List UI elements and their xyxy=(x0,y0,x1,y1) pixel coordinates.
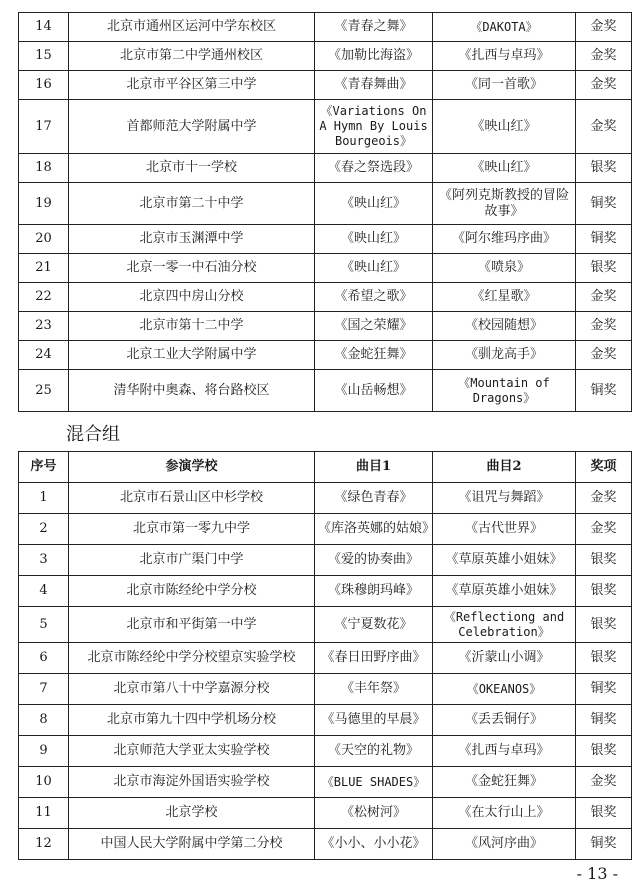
cell-song2: 《扎西与卓玛》 xyxy=(433,42,576,71)
cell-no: 10 xyxy=(19,767,69,798)
cell-no: 18 xyxy=(19,154,69,183)
cell-award: 银奖 xyxy=(576,576,632,607)
header-award: 奖项 xyxy=(576,452,632,483)
cell-award: 银奖 xyxy=(576,736,632,767)
cell-award: 金奖 xyxy=(576,514,632,545)
cell-song2: 《DAKOTA》 xyxy=(433,13,576,42)
cell-song2: 《红星歌》 xyxy=(433,283,576,312)
cell-school: 北京学校 xyxy=(69,798,315,829)
cell-song2: 《古代世界》 xyxy=(433,514,576,545)
cell-song2: 《Mountain of Dragons》 xyxy=(433,370,576,412)
table-row xyxy=(19,13,632,42)
cell-song2: 《风河序曲》 xyxy=(433,829,576,860)
cell-award: 银奖 xyxy=(576,643,632,674)
header-no: 序号 xyxy=(19,452,69,483)
cell-school: 北京一零一中石油分校 xyxy=(69,254,315,283)
table-row xyxy=(19,674,632,705)
cell-school: 北京市平谷区第三中学 xyxy=(69,71,315,100)
cell-song1: 《希望之歌》 xyxy=(315,283,433,312)
table-row xyxy=(19,283,632,312)
cell-no: 19 xyxy=(19,183,69,225)
cell-school: 中国人民大学附属中学第二分校 xyxy=(69,829,315,860)
table-row xyxy=(19,514,632,545)
cell-song1: 《松树河》 xyxy=(315,798,433,829)
cell-no: 17 xyxy=(19,100,69,154)
cell-award: 铜奖 xyxy=(576,705,632,736)
cell-school: 北京市海淀外国语实验学校 xyxy=(69,767,315,798)
cell-school: 清华附中奥森、将台路校区 xyxy=(69,370,315,412)
cell-school: 首都师范大学附属中学 xyxy=(69,100,315,154)
cell-award: 金奖 xyxy=(576,483,632,514)
cell-song1: 《小小、小小花》 xyxy=(315,829,433,860)
cell-school: 北京市第十二中学 xyxy=(69,312,315,341)
cell-song2: 《同一首歌》 xyxy=(433,71,576,100)
cell-no: 11 xyxy=(19,798,69,829)
cell-no: 1 xyxy=(19,483,69,514)
cell-school: 北京市广渠门中学 xyxy=(69,545,315,576)
cell-song1: 《BLUE SHADES》 xyxy=(315,767,433,798)
table-row xyxy=(19,183,632,225)
cell-award: 金奖 xyxy=(576,767,632,798)
cell-song2: 《喷泉》 xyxy=(433,254,576,283)
cell-song1: 《青春舞曲》 xyxy=(315,71,433,100)
table-row xyxy=(19,254,632,283)
cell-song2: 《校园随想》 xyxy=(433,312,576,341)
cell-song2: 《草原英雄小姐妹》 xyxy=(433,545,576,576)
table-row xyxy=(19,100,632,154)
cell-no: 3 xyxy=(19,545,69,576)
cell-song2: 《映山红》 xyxy=(433,100,576,154)
cell-school: 北京师范大学亚太实验学校 xyxy=(69,736,315,767)
cell-no: 6 xyxy=(19,643,69,674)
cell-school: 北京市第八十中学嘉源分校 xyxy=(69,674,315,705)
header-song2: 曲目2 xyxy=(433,452,576,483)
cell-school: 北京市玉渊潭中学 xyxy=(69,225,315,254)
results-table-continued xyxy=(18,12,632,412)
cell-award: 银奖 xyxy=(576,607,632,643)
cell-song2: 《在太行山上》 xyxy=(433,798,576,829)
cell-song2: 《沂蒙山小调》 xyxy=(433,643,576,674)
cell-song2: 《金蛇狂舞》 xyxy=(433,767,576,798)
cell-song1: 《库洛英娜的姑娘》 xyxy=(315,514,433,545)
cell-no: 9 xyxy=(19,736,69,767)
cell-award: 金奖 xyxy=(576,13,632,42)
cell-no: 16 xyxy=(19,71,69,100)
cell-song1: 《Variations On A Hymn By Louis Bourgeois》 xyxy=(315,100,433,154)
table-row xyxy=(19,705,632,736)
cell-school: 北京市十一学校 xyxy=(69,154,315,183)
cell-no: 12 xyxy=(19,829,69,860)
header-school: 参演学校 xyxy=(69,452,315,483)
table-row xyxy=(19,42,632,71)
results-table-body xyxy=(19,13,632,412)
cell-no: 21 xyxy=(19,254,69,283)
page-number: - 13 - xyxy=(576,864,618,883)
cell-song1: 《珠穆朗玛峰》 xyxy=(315,576,433,607)
cell-song1: 《爱的协奏曲》 xyxy=(315,545,433,576)
cell-award: 铜奖 xyxy=(576,829,632,860)
cell-no: 24 xyxy=(19,341,69,370)
cell-song2: 《丢丢铜仔》 xyxy=(433,705,576,736)
cell-school: 北京市石景山区中杉学校 xyxy=(69,483,315,514)
table-row xyxy=(19,154,632,183)
cell-award: 金奖 xyxy=(576,100,632,154)
cell-no: 14 xyxy=(19,13,69,42)
cell-song1: 《金蛇狂舞》 xyxy=(315,341,433,370)
cell-song1: 《天空的礼物》 xyxy=(315,736,433,767)
cell-song1: 《绿色青春》 xyxy=(315,483,433,514)
cell-school: 北京市第九十四中学机场分校 xyxy=(69,705,315,736)
cell-no: 8 xyxy=(19,705,69,736)
table-row xyxy=(19,643,632,674)
table-row xyxy=(19,736,632,767)
cell-song2: 《OKEANOS》 xyxy=(433,674,576,705)
cell-song2: 《驯龙高手》 xyxy=(433,341,576,370)
cell-song1: 《马德里的早晨》 xyxy=(315,705,433,736)
cell-song1: 《国之荣耀》 xyxy=(315,312,433,341)
cell-song1: 《春日田野序曲》 xyxy=(315,643,433,674)
section-title-mixed-group: 混合组 xyxy=(66,424,120,445)
cell-song1: 《映山红》 xyxy=(315,225,433,254)
cell-award: 银奖 xyxy=(576,254,632,283)
cell-song1: 《映山红》 xyxy=(315,254,433,283)
cell-school: 北京市通州区运河中学东校区 xyxy=(69,13,315,42)
table-row xyxy=(19,312,632,341)
cell-award: 金奖 xyxy=(576,283,632,312)
cell-school: 北京四中房山分校 xyxy=(69,283,315,312)
cell-award: 银奖 xyxy=(576,154,632,183)
table-row xyxy=(19,341,632,370)
table-row xyxy=(19,607,632,643)
cell-school: 北京市第一零九中学 xyxy=(69,514,315,545)
cell-school: 北京市第二中学通州校区 xyxy=(69,42,315,71)
cell-school: 北京市陈经纶中学分校望京实验学校 xyxy=(69,643,315,674)
cell-song2: 《阿尔维玛序曲》 xyxy=(433,225,576,254)
cell-award: 铜奖 xyxy=(576,370,632,412)
cell-award: 金奖 xyxy=(576,312,632,341)
cell-song1: 《丰年祭》 xyxy=(315,674,433,705)
cell-song2: 《扎西与卓玛》 xyxy=(433,736,576,767)
cell-no: 7 xyxy=(19,674,69,705)
mixed-group-table xyxy=(18,451,632,860)
cell-song1: 《春之祭选段》 xyxy=(315,154,433,183)
cell-song1: 《青春之舞》 xyxy=(315,13,433,42)
cell-no: 20 xyxy=(19,225,69,254)
cell-no: 25 xyxy=(19,370,69,412)
cell-school: 北京市陈经纶中学分校 xyxy=(69,576,315,607)
cell-song1: 《加勒比海盗》 xyxy=(315,42,433,71)
table-row xyxy=(19,483,632,514)
cell-song1: 《宁夏数花》 xyxy=(315,607,433,643)
header-song1: 曲目1 xyxy=(315,452,433,483)
cell-school: 北京市和平街第一中学 xyxy=(69,607,315,643)
cell-song2: 《草原英雄小姐妹》 xyxy=(433,576,576,607)
cell-song2: 《Reflectiong and Celebration》 xyxy=(433,607,576,643)
cell-award: 银奖 xyxy=(576,545,632,576)
table-row xyxy=(19,829,632,860)
cell-award: 金奖 xyxy=(576,71,632,100)
cell-song1: 《映山红》 xyxy=(315,183,433,225)
cell-no: 5 xyxy=(19,607,69,643)
table-header-row xyxy=(19,452,632,483)
cell-school: 北京市第二十中学 xyxy=(69,183,315,225)
cell-award: 金奖 xyxy=(576,42,632,71)
table-row xyxy=(19,798,632,829)
table-row xyxy=(19,370,632,412)
table-row xyxy=(19,545,632,576)
table-row xyxy=(19,576,632,607)
table-row xyxy=(19,767,632,798)
cell-song2: 《映山红》 xyxy=(433,154,576,183)
cell-award: 铜奖 xyxy=(576,225,632,254)
cell-school: 北京工业大学附属中学 xyxy=(69,341,315,370)
table-row xyxy=(19,225,632,254)
cell-no: 15 xyxy=(19,42,69,71)
table-row xyxy=(19,71,632,100)
cell-no: 22 xyxy=(19,283,69,312)
mixed-group-table-body xyxy=(19,483,632,860)
cell-no: 4 xyxy=(19,576,69,607)
cell-award: 铜奖 xyxy=(576,183,632,225)
cell-award: 银奖 xyxy=(576,798,632,829)
cell-song1: 《山岳畅想》 xyxy=(315,370,433,412)
cell-song2: 《诅咒与舞蹈》 xyxy=(433,483,576,514)
cell-no: 23 xyxy=(19,312,69,341)
cell-award: 铜奖 xyxy=(576,674,632,705)
cell-no: 2 xyxy=(19,514,69,545)
cell-award: 金奖 xyxy=(576,341,632,370)
cell-song2: 《阿列克斯教授的冒险故事》 xyxy=(433,183,576,225)
